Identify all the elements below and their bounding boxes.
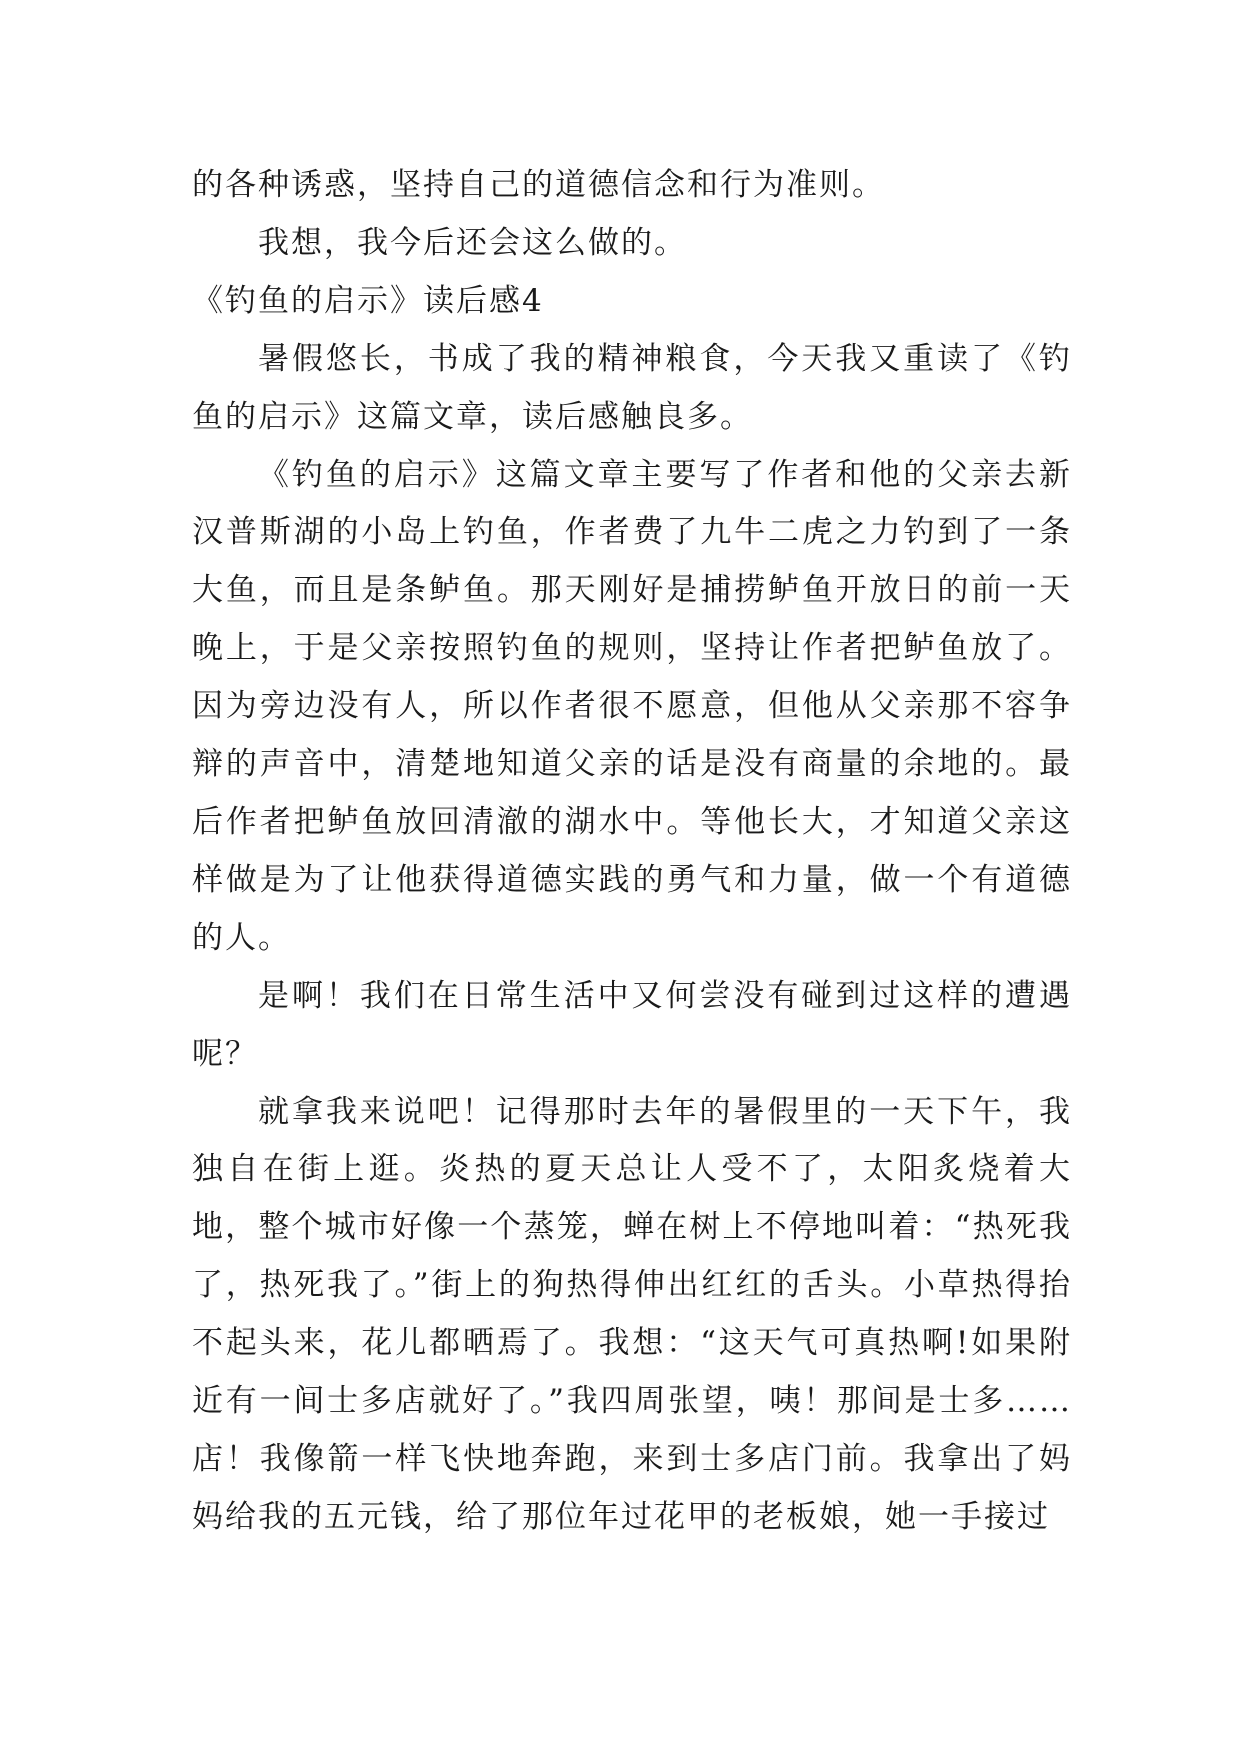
document-body bbox=[192, 157, 1072, 1547]
paragraph-reflection: 是啊！我们在日常生活中又何尝没有碰到过这样的遭遇呢？ bbox=[192, 977, 1072, 1072]
paragraph-intro: 暑假悠长，书成了我的精神粮食，今天我又重读了《钓鱼的启示》这篇文章，读后感触良多。 bbox=[192, 340, 1072, 435]
paragraph-story: 就拿我来说吧！记得那时去年的暑假里的一天下午，我独自在街上逛。炎热的夏天总让人受不了，太阳炙烧着大地，整个城市好像一个蒸笼，蝉在树上不停地叫着：“热死我了，热死我了。”街上的狗热得伸出红红的舌头。小草热得抬不起头来，花儿都晒焉了。我想：“这天气可真热啊!如果附近有一间士多店就好了。”我四周张望，咦！那间是士多……店！我像箭一样飞快地奔跑，来到士多店门前。我拿出了妈妈给我的五元钱，给了那位年过花甲的老板娘，她一手接过 bbox=[192, 1093, 1072, 1535]
section-title: 《钓鱼的启示》读后感4 bbox=[192, 282, 544, 319]
paragraph-continuation: 的各种诱惑，坚持自己的道德信念和行为准则。 bbox=[192, 167, 885, 203]
paragraph-resolution: 我想，我今后还会这么做的。 bbox=[258, 224, 687, 261]
paragraph-summary: 《钓鱼的启示》这篇文章主要写了作者和他的父亲去新汉普斯湖的小岛上钓鱼，作者费了九牛二虎之力钓到了一条大鱼，而且是条鲈鱼。那天刚好是捕捞鲈鱼开放日的前一天晚上，于是父亲按照钓鱼的规则，坚持让作者把鲈鱼放了。因为旁边没有人，所以作者很不愿意，但他从父亲那不容争辩的声音中，清楚地知道父亲的话是没有商量的余地的。最后作者把鲈鱼放回清澈的湖水中。等他长大，才知道父亲这样做是为了让他获得道德实践的勇气和力量，做一个有道德的人。 bbox=[192, 456, 1072, 956]
